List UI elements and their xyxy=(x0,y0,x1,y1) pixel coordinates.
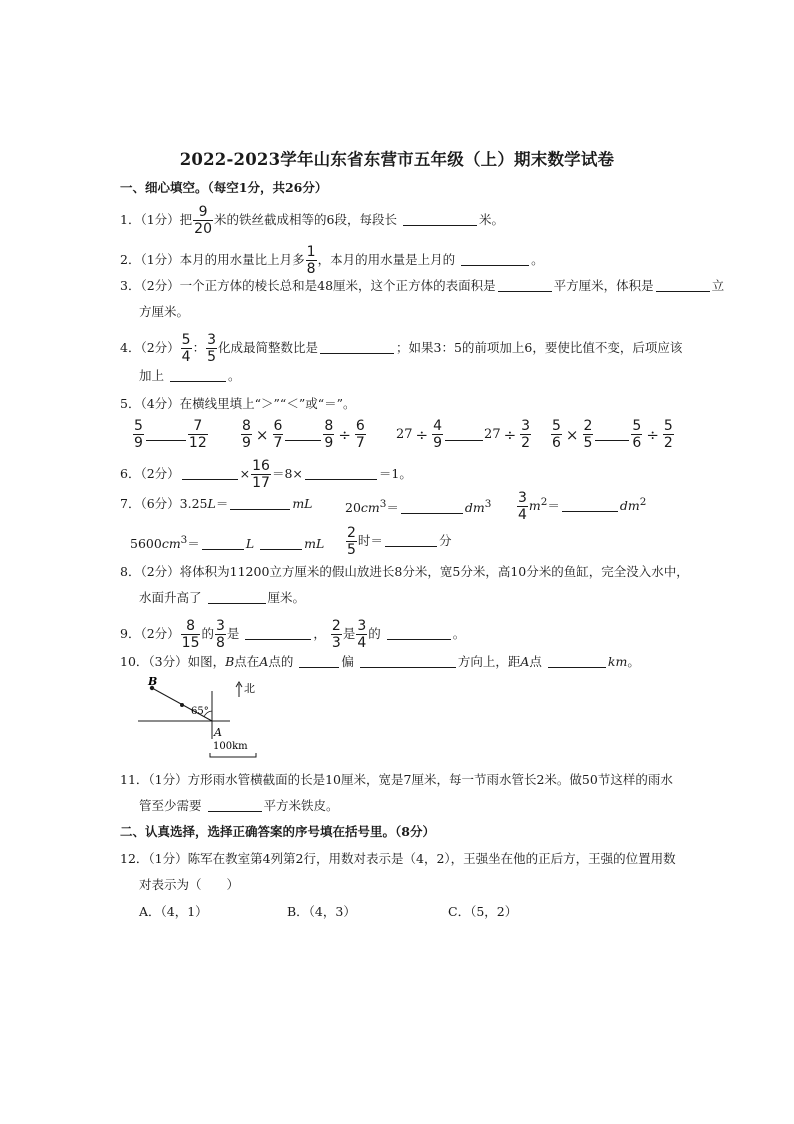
question-7-m2: $\frac{3}{4}$ $m^2= dm^2$ xyxy=(518,490,647,523)
question-11-line-2: 管至少需要 平方米铁皮。 xyxy=(139,798,339,813)
q1-answer-blank[interactable] xyxy=(403,211,477,226)
q12-option-a[interactable]: A．（4，1） xyxy=(139,904,208,919)
midpoint-dot xyxy=(180,703,184,707)
q4-prefix: 4．（2分） xyxy=(120,340,180,355)
q9-blank-1[interactable] xyxy=(245,625,311,640)
q7-blank-ml-2[interactable] xyxy=(260,535,302,550)
q3-blank-volume[interactable] xyxy=(656,277,710,292)
question-9: 9．（2分） $\frac{8}{15}$ 的 $\frac{3}{8}$ 是 ， $\frac{2}{3}$ 是 $\frac{3}{4}$ 的 。 xyxy=(120,618,466,651)
question-10: 10．（3分）如图，B点在A点的 偏 方向上，距A点 km。 xyxy=(120,654,640,669)
q6-blank-2[interactable] xyxy=(305,465,377,480)
q12-option-b[interactable]: B．（4，3） xyxy=(287,904,356,919)
q4-fraction-1: $\frac{5}{4}$ xyxy=(181,332,191,365)
question-6: 6．（2分） × $\frac{16}{17}$ ＝8× ＝1。 xyxy=(120,458,412,491)
question-7-cm3: $20cm^3= dm^3$ xyxy=(345,498,492,516)
q9-blank-2[interactable] xyxy=(387,625,451,640)
q7-blank-dm3[interactable] xyxy=(401,499,463,514)
q10-blank-distance[interactable] xyxy=(548,653,606,668)
question-7-line-2: $5600cm^3= L$ mL xyxy=(130,534,325,552)
question-11-line-1: 11．（1分）方形雨水管横截面的长是10厘米，宽是7厘米，每一节雨水管长2米。做50节这样的雨水 xyxy=(120,772,673,787)
q5-compare-4: $\frac{5}{6}$ × $\frac{2}{5}$ $\frac{5}{6}$ ÷ $\frac{5}{2}$ xyxy=(552,418,673,451)
q4-blank-add[interactable] xyxy=(170,367,226,382)
q2-fraction: $\frac{1}{8}$ xyxy=(306,244,316,277)
label-b: B xyxy=(148,675,158,688)
question-2 xyxy=(120,244,544,277)
question-8-line-2: 水面升高了 厘米。 xyxy=(139,590,306,605)
q5-blank-2[interactable] xyxy=(285,428,321,441)
section-1-heading: 一、细心填空。（每空1分，共26分） xyxy=(120,180,328,195)
q5-blank-1[interactable] xyxy=(146,428,186,441)
question-7-hour: $\frac{2}{5}$ 时＝ 分 xyxy=(347,525,452,558)
q5-blank-4[interactable] xyxy=(595,428,629,441)
question-1 xyxy=(120,204,504,237)
q7-blank-l[interactable] xyxy=(202,535,244,550)
north-label: 北 xyxy=(244,682,255,695)
q3-text-c: 立 xyxy=(711,278,725,293)
angle-label: 65° xyxy=(191,706,209,717)
question-5: 5．（4分）在横线里填上“＞”“＜”或“＝”。 xyxy=(120,396,356,411)
section-2-heading: 二、认真选择，选择正确答案的序号填在括号里。（8分） xyxy=(120,824,435,839)
question-8-line-1: 8．（2分）将体积为11200立方厘米的假山放进长8分米，宽5分米，高10分米的鱼缸，完全没入水中， xyxy=(120,564,689,579)
q5-compare-3: 27 ÷ $\frac{4}{9}$ 27 ÷ $\frac{3}{2}$ xyxy=(396,418,531,451)
q4-blank-ratio[interactable] xyxy=(320,339,394,354)
q5-blank-3[interactable] xyxy=(445,428,483,441)
q1-suffix: 米。 xyxy=(478,212,504,227)
q3-blank-area[interactable] xyxy=(498,277,552,292)
q12-option-c[interactable]: C．（5，2） xyxy=(448,904,518,919)
q10-blank-direction[interactable] xyxy=(299,653,339,668)
q2-prefix: 2．（1分）本月的用水量比上月多 xyxy=(120,252,305,267)
question-3-line-2: 方厘米。 xyxy=(139,304,190,319)
q5-compare-1: $\frac{5}{9}$ $\frac{7}{12}$ xyxy=(134,418,207,451)
q1-text: 米的铁丝截成相等的6段，每段长 xyxy=(213,212,397,227)
q5-compare-2: $\frac{8}{9}$ × $\frac{6}{7}$ $\frac{8}{9}$ ÷ $\frac{6}{7}$ xyxy=(242,418,365,451)
question-12-line-1: 12．（1分）陈军在教室第4列第2行，用数对表示是（4，2），王强坐在他的正后方，王强的位置用数 xyxy=(120,851,676,866)
q8-blank[interactable] xyxy=(208,589,266,604)
q1-fraction: $\frac{9}{20}$ xyxy=(194,204,212,237)
question-4-line-2: 加上 。 xyxy=(139,368,241,383)
q10-direction-diagram xyxy=(138,675,268,759)
q10-blank-angle[interactable] xyxy=(360,653,456,668)
question-7-line-1: 7．（6分）3.25L＝ mL xyxy=(120,496,313,511)
q7-blank-dm2[interactable] xyxy=(562,497,618,512)
q4-fraction-2: $\frac{3}{5}$ xyxy=(207,332,217,365)
q2-text: ，本月的用水量是上月的 xyxy=(317,252,456,267)
scale-label: 100km xyxy=(213,741,248,752)
q6-blank-1[interactable] xyxy=(182,465,238,480)
question-4-line-1: 4．（2分） $\frac{5}{4}$ ： $\frac{3}{5}$ 化成最简整数比是 ；如果3：5的前项加上6，要使比值不变，后项应该 xyxy=(120,332,683,365)
q4-text: 化成最简整数比是 xyxy=(218,340,319,355)
label-a: A xyxy=(214,726,222,739)
q2-answer-blank[interactable] xyxy=(461,251,529,266)
q3-text-a: 3．（2分）一个正方体的棱长总和是48厘米，这个正方体的表面积是 xyxy=(120,278,496,293)
scale-bar xyxy=(210,753,256,757)
question-12-line-2: 对表示为（ ） xyxy=(139,877,240,892)
q3-text-b: 平方厘米，体积是 xyxy=(553,278,654,293)
q1-prefix: 1．（1分）把 xyxy=(120,212,193,227)
q2-suffix: 。 xyxy=(531,252,544,267)
q11-blank[interactable] xyxy=(208,797,262,812)
q4-text-2: ；如果3：5的前项加上6，要使比值不变，后项应该 xyxy=(396,340,683,355)
q7-blank-min[interactable] xyxy=(385,532,437,547)
q7-blank-ml[interactable] xyxy=(230,495,290,510)
exam-title: 2022-2023学年山东省东营市五年级（上）期末数学试卷 xyxy=(179,150,615,169)
question-3-line-1 xyxy=(120,276,724,296)
